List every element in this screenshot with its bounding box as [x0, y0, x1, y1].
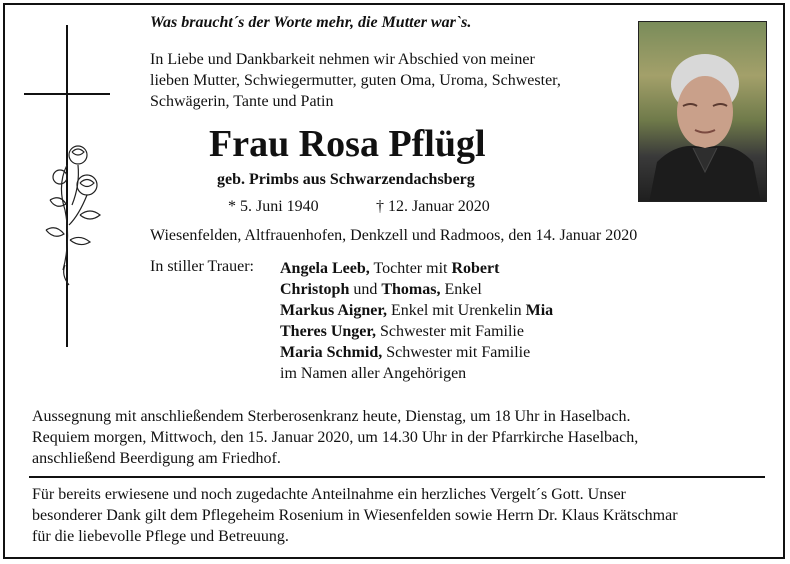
intro-text	[150, 49, 561, 112]
mourning-label: In stiller Trauer:	[150, 258, 254, 275]
cross-with-roses-icon	[20, 25, 115, 350]
service-line: Aussegnung mit anschließendem Sterberosenkranz heute, Dienstag, um 18 Uhr in Haselbach.	[32, 408, 631, 425]
motto: Was braucht´s der Worte mehr, die Mutter war`s.	[150, 14, 472, 31]
birth-name: geb. Primbs aus Schwarzendachsberg	[217, 171, 475, 188]
mourner-line: im Namen aller Angehörigen	[280, 365, 467, 382]
intro-line: Schwägerin, Tante und Patin	[150, 93, 334, 110]
mourner-line: Angela Leeb, Tochter mit Robert	[280, 260, 500, 277]
service-line: Requiem morgen, Mittwoch, den 15. Januar 2020, um 14.30 Uhr in der Pfarrkirche Haselbach,	[32, 429, 639, 446]
birth-date: * 5. Juni 1940	[228, 198, 319, 215]
thanks-text	[32, 484, 678, 547]
mourner-line: Theres Unger, Schwester mit Familie	[280, 323, 524, 340]
place-date: Wiesenfelden, Altfrauenhofen, Denkzell und Radmoos, den 14. Januar 2020	[150, 227, 638, 244]
death-date: † 12. Januar 2020	[376, 198, 490, 215]
intro-line: In Liebe und Dankbarkeit nehmen wir Abschied von meiner	[150, 51, 535, 68]
thanks-line: für die liebevolle Pflege und Betreuung.	[32, 528, 289, 545]
thanks-line: besonderer Dank gilt dem Pflegeheim Rosenium in Wiesenfelden sowie Herrn Dr. Klaus Krätschmar	[32, 507, 678, 524]
divider	[29, 476, 765, 478]
service-line: anschließend Beerdigung am Friedhof.	[32, 450, 281, 467]
service-announcement	[32, 406, 638, 469]
mourners-list	[280, 258, 553, 384]
portrait-photo	[638, 21, 767, 202]
mourner-line: Maria Schmid, Schwester mit Familie	[280, 344, 531, 361]
mourner-line: Markus Aigner, Enkel mit Urenkelin Mia	[280, 302, 554, 319]
mourner-line: Christoph und Thomas, Enkel	[280, 281, 482, 298]
thanks-line: Für bereits erwiesene und noch zugedachte Anteilnahme ein herzliches Vergelt´s Gott. Unser	[32, 486, 626, 503]
deceased-name: Frau Rosa Pflügl	[209, 123, 486, 165]
intro-line: lieben Mutter, Schwiegermutter, guten Oma, Uroma, Schwester,	[150, 72, 561, 89]
